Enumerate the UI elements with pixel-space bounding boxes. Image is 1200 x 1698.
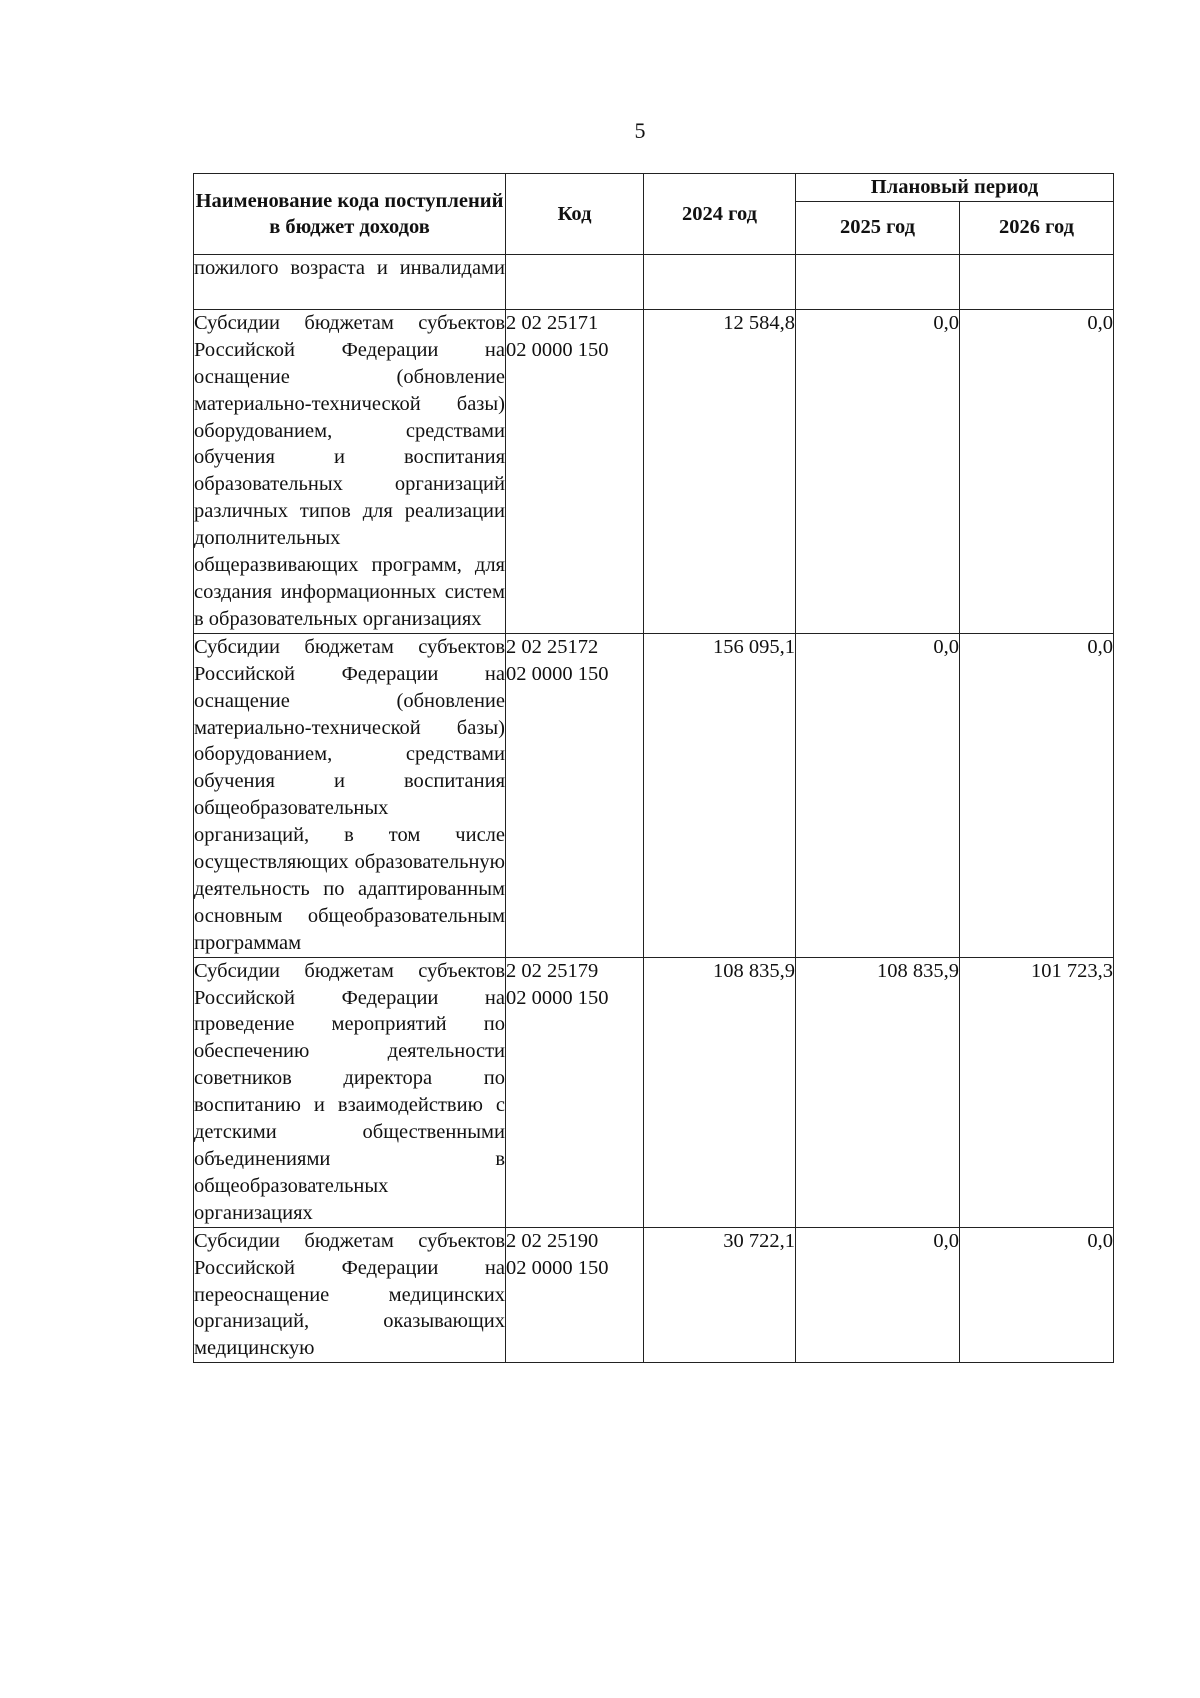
row-value-2024 [644, 254, 796, 309]
row-name: Субсидии бюджетам субъектов Российской Федерации на переоснащение медицинских организаций, оказывающих медицинскую [194, 1227, 506, 1363]
row-value-2026 [960, 254, 1114, 309]
row-name: Субсидии бюджетам субъектов Российской Федерации на проведение мероприятий по обеспечению деятельности советников директора по воспитанию и взаимодействию с детскими общественными объединениями в общеобразовательных организациях [194, 957, 506, 1227]
page-number: 5 [634, 118, 646, 143]
row-value-2024: 12 584,8 [644, 309, 796, 633]
header-2025: 2025 год [796, 201, 960, 254]
table-row [194, 254, 1114, 309]
header-2026: 2026 год [960, 201, 1114, 254]
table-row [194, 957, 1114, 1227]
row-code: 2 02 25190 02 0000 150 [506, 1227, 644, 1363]
row-value-2024: 108 835,9 [644, 957, 796, 1227]
row-value-2025: 108 835,9 [796, 957, 960, 1227]
row-value-2024: 30 722,1 [644, 1227, 796, 1363]
table-row [194, 633, 1114, 957]
row-name: Субсидии бюджетам субъектов Российской Федерации на оснащение (обновление материально-технической базы) оборудованием, средствами обучения и воспитания образовательных организаций различных типов для реализации дополнительных общеразвивающих программ, для создания информационных систем в образовательных организациях [194, 309, 506, 633]
row-code: 2 02 25171 02 0000 150 [506, 309, 644, 633]
table-row [194, 1227, 1114, 1363]
row-value-2025: 0,0 [796, 633, 960, 957]
row-value-2024: 156 095,1 [644, 633, 796, 957]
revenue-table [193, 173, 1114, 1363]
row-name: пожилого возраста и инвалидами [194, 254, 506, 309]
row-name: Субсидии бюджетам субъектов Российской Федерации на оснащение (обновление материально-технической базы) оборудованием, средствами обучения и воспитания общеобразовательных организаций, в том числе осуществляющих образовательную деятельность по адаптированным основным общеобразовательным программам [194, 633, 506, 957]
header-name: Наименование кода поступлений в бюджет доходов [194, 174, 506, 255]
row-value-2026: 0,0 [960, 633, 1114, 957]
header-2024: 2024 год [644, 174, 796, 255]
row-value-2026: 101 723,3 [960, 957, 1114, 1227]
row-value-2025 [796, 254, 960, 309]
header-planned-period: Плановый период [796, 174, 1114, 202]
row-code [506, 254, 644, 309]
row-value-2026: 0,0 [960, 309, 1114, 633]
table-row [194, 309, 1114, 633]
row-code: 2 02 25172 02 0000 150 [506, 633, 644, 957]
header-code: Код [506, 174, 644, 255]
row-value-2025: 0,0 [796, 1227, 960, 1363]
row-value-2026: 0,0 [960, 1227, 1114, 1363]
row-code: 2 02 25179 02 0000 150 [506, 957, 644, 1227]
row-value-2025: 0,0 [796, 309, 960, 633]
